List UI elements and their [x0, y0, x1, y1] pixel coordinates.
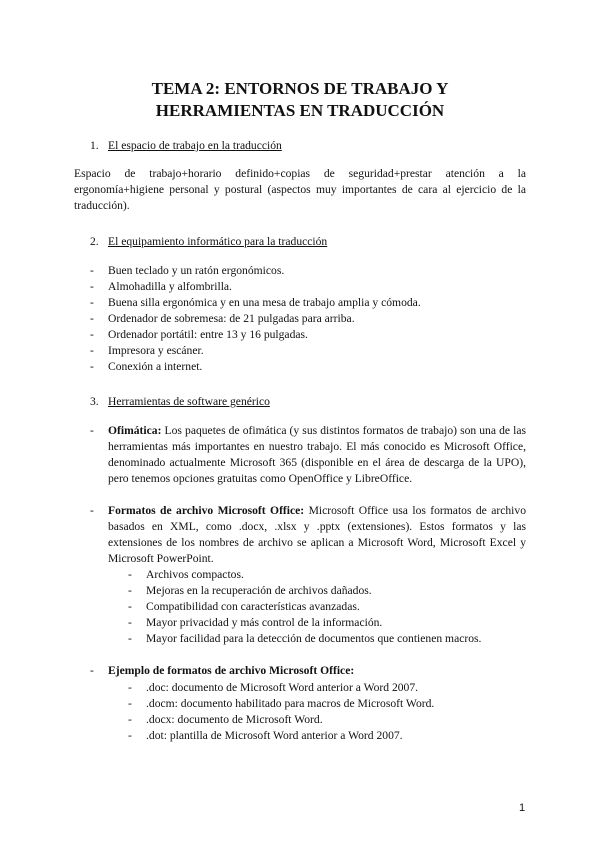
list-item: - Buen teclado y un ratón ergonómicos. — [90, 264, 285, 277]
list-marker: - — [128, 584, 132, 597]
list-item: - Ordenador de sobremesa: de 21 pulgadas para arriba. — [90, 312, 355, 325]
equipment-list — [90, 263, 421, 375]
list-item: - Mayor facilidad para la detección de documentos que contienen macros. — [128, 632, 482, 645]
list-item: - Conexión a internet. — [90, 360, 203, 373]
section-1-number: 1. — [90, 139, 99, 152]
formatos-text: Microsoft Office usa los formatos de archivo basados en XML, como .docx, .xlsx y .pptx (extensiones). Estos formatos y las extensiones de los nombres de archivo se aplican a Microsoft Word, Microsoft Excel y Microsoft PowerPoint. — [108, 504, 526, 565]
section-1-title: El espacio de trabajo en la traducción — [108, 139, 282, 152]
page-number: 1 — [519, 802, 526, 814]
section-3-number: 3. — [90, 395, 99, 408]
list-item: - Compatibilidad con características avanzadas. — [128, 600, 360, 613]
list-marker: - — [90, 424, 94, 437]
ofimatica-paragraph — [108, 423, 526, 487]
list-marker: - — [90, 328, 94, 341]
formatos-advantages-list — [128, 567, 481, 647]
list-marker: - — [128, 568, 132, 581]
list-marker: - — [90, 664, 94, 677]
list-marker: - — [90, 504, 94, 517]
list-item: - Mejoras en la recuperación de archivos dañados. — [128, 584, 372, 597]
title-line-2: HERRAMIENTAS EN TRADUCCIÓN — [155, 101, 445, 120]
formatos-paragraph — [108, 503, 526, 567]
list-marker: - — [128, 632, 132, 645]
section-2-number: 2. — [90, 235, 99, 248]
list-marker: - — [90, 312, 94, 325]
ofimatica-label: Ofimática: — [108, 424, 162, 437]
list-marker: - — [90, 344, 94, 357]
list-item: - .dot: plantilla de Microsoft Word anterior a Word 2007. — [128, 729, 403, 742]
section-1-paragraph: Espacio de trabajo+horario definido+copias de seguridad+prestar atención a la ergonomía+higiene personal y postural (aspectos muy importantes de cara al ejercicio de la traducción). — [74, 167, 526, 212]
title-line-1: TEMA 2: ENTORNOS DE TRABAJO Y — [151, 79, 449, 98]
list-marker: - — [90, 264, 94, 277]
list-marker: - — [128, 600, 132, 613]
list-marker: - — [90, 280, 94, 293]
section-2-heading — [90, 234, 327, 250]
ejemplo-heading — [108, 663, 526, 679]
list-item: - .docm: documento habilitado para macros de Microsoft Word. — [128, 697, 435, 710]
list-marker: - — [128, 697, 132, 710]
list-item: - Buena silla ergonómica y en una mesa de trabajo amplia y cómoda. — [90, 296, 421, 309]
list-item: - .docx: documento de Microsoft Word. — [128, 713, 323, 726]
ejemplo-formats-list — [128, 680, 434, 744]
list-marker: - — [128, 729, 132, 742]
section-3-title: Herramientas de software genérico — [108, 395, 270, 408]
section-2-title: El equipamiento informático para la traducción — [108, 235, 328, 248]
list-item: - Archivos compactos. — [128, 568, 244, 581]
page-title — [0, 78, 600, 122]
section-1-heading — [90, 138, 282, 154]
formatos-label: Formatos de archivo Microsoft Office: — [108, 504, 305, 517]
ejemplo-label: Ejemplo de formatos de archivo Microsoft Office: — [108, 664, 355, 677]
list-item: - Mayor privacidad y más control de la información. — [128, 616, 383, 629]
list-marker: - — [128, 616, 132, 629]
list-item: - Ordenador portátil: entre 13 y 16 pulgadas. — [90, 328, 308, 341]
section-3-heading — [90, 394, 270, 410]
list-marker: - — [128, 713, 132, 726]
list-item: - .doc: documento de Microsoft Word anterior a Word 2007. — [128, 681, 419, 694]
list-marker: - — [90, 296, 94, 309]
ofimatica-text: Los paquetes de ofimática (y sus distintos formatos de trabajo) son una de las herramientas más importantes en nuestro trabajo. El más conocido es Microsoft Office, denominado actualmente Microsoft 365 (disponible en el área de descarga de la UPO), pero tenemos opciones gratuitas como OpenOffice y LibreOffice. — [108, 424, 526, 485]
list-marker: - — [90, 360, 94, 373]
list-item: - Impresora y escáner. — [90, 344, 204, 357]
list-marker: - — [128, 681, 132, 694]
list-item: - Almohadilla y alfombrilla. — [90, 280, 232, 293]
